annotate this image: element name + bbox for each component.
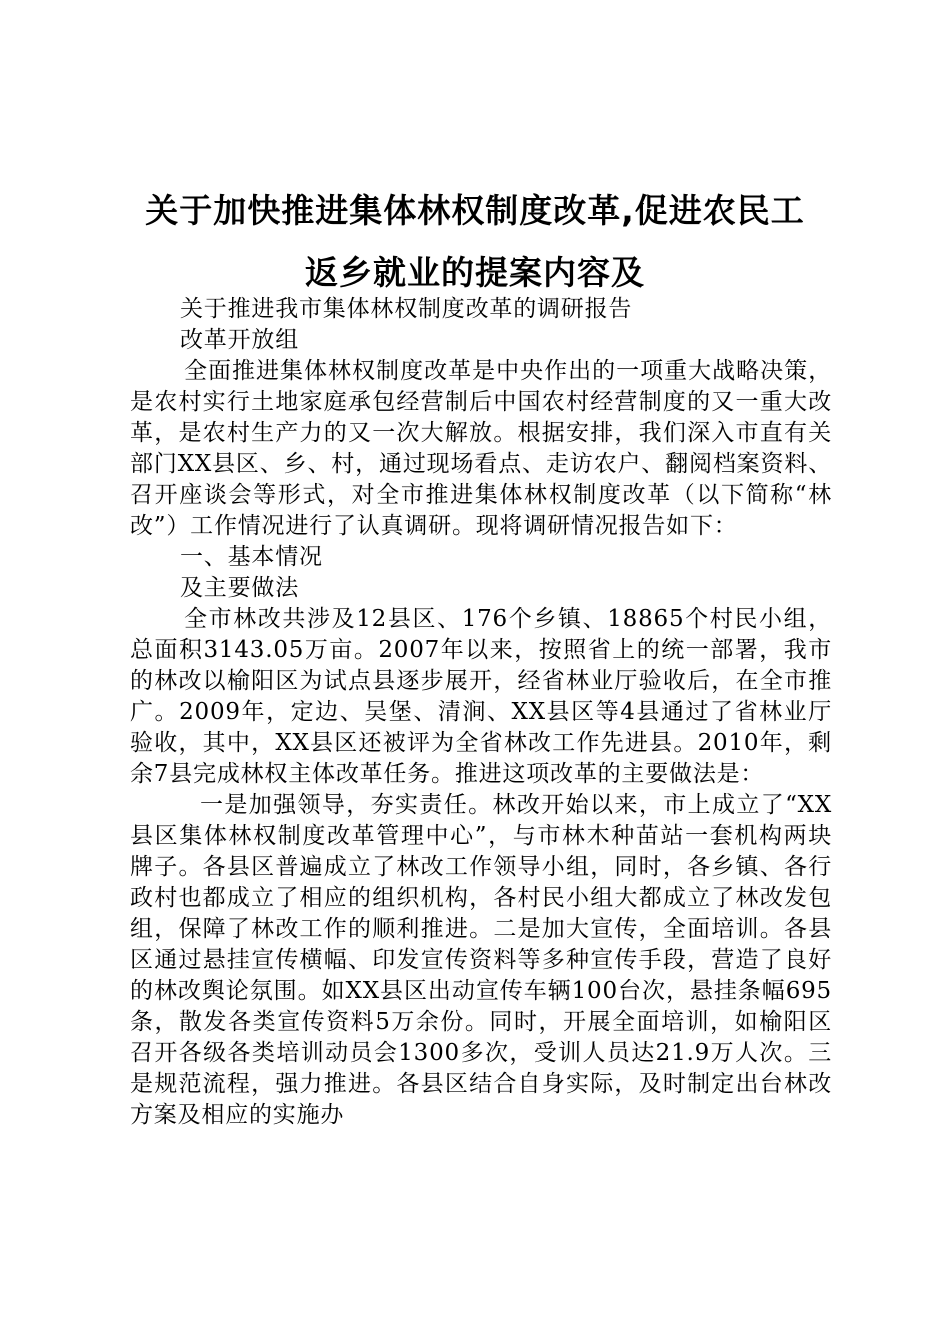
statistics-paragraph: 全市林改共涉及12县区、176个乡镇、18865个村民小组，总面积3143.05万亩。2007年以来，按照省上的统一部署，我市的林改以榆阳区为试点县逐步展开，经省林业厅验收后，在全市推广。2009年，定边、吴堡、清涧、XX县区等4县通过了省林业厅验收，其中，XX县区还被评为全省林改工作先进县。2010年，剩余7县完成林权主体改革任务。推进这项改革的主要做法是： xyxy=(130,606,832,787)
document-title-line-1: 关于加快推进集体林权制度改革,促进农民工 xyxy=(145,191,805,230)
document-body xyxy=(130,294,832,1131)
section-heading-basic-situation: 一、基本情况 xyxy=(180,544,323,570)
document-title xyxy=(100,180,850,304)
measures-paragraph: 一是加强领导，夯实责任。林改开始以来，市上成立了“XX县区集体林权制度改革管理中心”，与市林木种苗站一套机构两块牌子。各县区普遍成立了林改工作领导小组，同时，各乡镇、各行政村也都成立了相应的组织机构，各村民小组大都成立了林改发包组，保障了林改工作的顺利推进。二是加大宣传，全面培训。各县区通过悬挂宣传横幅、印发宣传资料等多种宣传手段，营造了良好的林改舆论氛围。如XX县区出动宣传车辆100台次，悬挂条幅695条，散发各类宣传资料5万余份。同时，开展全面培训，如榆阳区召开各级各类培训动员会1300多次，受训人员达21.9万人次。三是规范流程，强力推进。各县区结合自身实际，及时制定出台林改方案及相应的实施办 xyxy=(130,792,832,1128)
document-title-line-2: 返乡就业的提案内容及 xyxy=(305,253,645,292)
report-title-paragraph: 关于推进我市集体林权制度改革的调研报告 xyxy=(180,296,633,322)
author-group-paragraph: 改革开放组 xyxy=(180,327,299,353)
section-heading-main-practices: 及主要做法 xyxy=(180,575,299,601)
intro-paragraph: 全面推进集体林权制度改革是中央作出的一项重大战略决策，是农村实行土地家庭承包经营制后中国农村经营制度的又一重大改革，是农村生产力的又一次大解放。根据安排，我们深入市直有关部门XX县区、乡、村，通过现场看点、走访农户、翻阅档案资料、召开座谈会等形式，对全市推进集体林权制度改革（以下简称“林改”）工作情况进行了认真调研。现将调研情况报告如下： xyxy=(130,358,832,539)
